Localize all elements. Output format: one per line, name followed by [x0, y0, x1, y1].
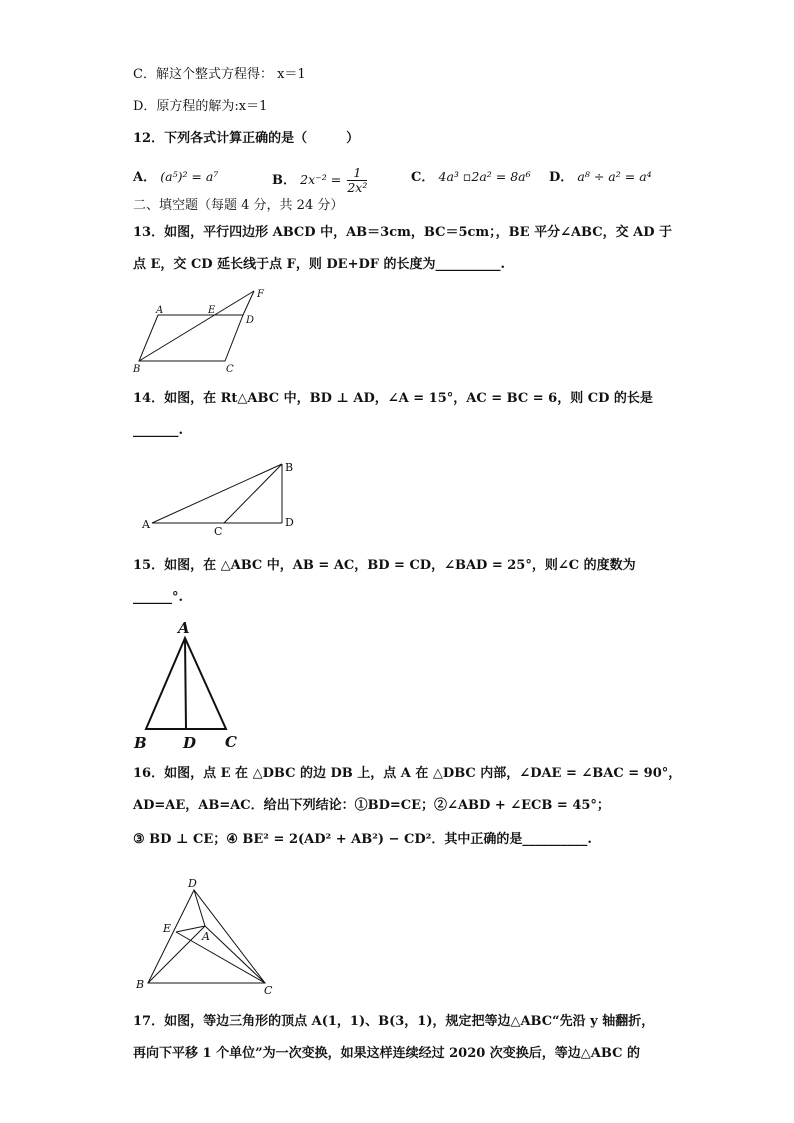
q16-line-da — [194, 890, 205, 926]
q12-option-c-label: C． — [411, 170, 435, 185]
q15-label-b: B — [134, 734, 147, 752]
q14-label-c: C — [214, 525, 223, 538]
q12-option-b — [272, 166, 367, 195]
q16-line-ac — [205, 926, 265, 983]
q12-option-a-label: A． — [133, 170, 157, 185]
q13-label-c: C — [226, 364, 234, 375]
q13-line-1: 13．如图，平行四边形 ABCD 中，AB＝3cm，BC＝5cm；，BE 平分∠ABC，交 AD 于 — [133, 225, 673, 240]
q16-label-b: B — [136, 978, 145, 991]
q15-label-a: A — [178, 619, 190, 637]
q12-option-d-label: D． — [549, 170, 574, 185]
q17-line-2: 再向下平移 1 个单位”为一次变换，如果这样连续经过 2020 次变换后，等边△ABC 的 — [133, 1046, 640, 1061]
q15-line-1: 15．如图，在 △ABC 中，AB = AC，BD = CD，∠BAD = 25°，则∠C 的度数为 — [133, 558, 636, 573]
q12-option-a-expr: (a⁵)² = a⁷ — [160, 169, 219, 184]
q12-option-b-lhs: 2x⁻² = — [300, 172, 342, 187]
q16-label-d: D — [188, 877, 197, 890]
q15-median-ad — [185, 638, 186, 729]
q16-line-2: AD=AE，AB=AC．给出下列结论：①BD=CE；②∠ABD + ∠ECB = 45°； — [133, 798, 610, 813]
q13-label-b: B — [133, 364, 141, 375]
q13-line-2: 点 E，交 CD 延长线于点 F，则 DE+DF 的长度为__________. — [133, 257, 506, 272]
q13-label-a: A — [156, 305, 164, 316]
q13-label-f: F — [257, 289, 264, 300]
q12-option-b-denominator: 2x² — [347, 180, 368, 195]
q12-option-b-numerator: 1 — [347, 166, 367, 181]
q12-option-d-expr: a⁸ ÷ a² = a⁴ — [577, 169, 652, 184]
q16-label-e: E — [163, 922, 172, 935]
q16-line-ba — [148, 926, 205, 983]
q14-label-d: D — [285, 516, 294, 529]
q16-line-ec — [176, 932, 265, 983]
q16-triangle-figure — [130, 874, 280, 999]
q14-line-1: 14．如图，在 Rt△ABC 中，BD ⊥ AD，∠A = 15°，AC = BC = 6，则 CD 的长是 — [133, 391, 653, 406]
q17-line-1: 17．如图，等边三角形的顶点 A(1，1)、B(3，1)，规定把等边△ABC“先沿 y 轴翻折， — [133, 1014, 655, 1029]
q13-label-d: D — [246, 315, 255, 326]
q12-option-b-label: B． — [272, 173, 296, 188]
q12-option-c — [411, 166, 531, 185]
q15-label-d: D — [183, 734, 197, 752]
q16-label-c: C — [264, 984, 273, 997]
q13-parallelogram — [139, 315, 243, 361]
q15-label-c: C — [225, 733, 237, 751]
q12-stem: 12．下列各式计算正确的是（ ） — [133, 131, 360, 146]
q13-bisector-bf — [139, 291, 254, 361]
q14-line-ab — [152, 464, 282, 523]
q16-line-3: ③ BD ⊥ CE；④ BE² = 2(AD² + AB²) − CD²．其中正确的是__________. — [133, 832, 592, 847]
q14-triangle-figure — [138, 456, 308, 540]
q16-line-1: 16．如图，点 E 在 △DBC 的边 DB 上，点 A 在 △DBC 内部，∠DAE = ∠BAC = 90°， — [133, 766, 682, 781]
q12-option-a — [133, 166, 218, 185]
q12-option-d — [549, 166, 652, 185]
q14-line-bc — [224, 464, 282, 523]
q14-label-b: B — [285, 461, 294, 474]
q15-isosceles-figure — [128, 616, 253, 754]
q13-parallelogram-figure — [128, 283, 278, 378]
q14-label-a: A — [142, 518, 150, 531]
q12-option-c-expr: 4a³ ▫2a² = 8a⁶ — [438, 169, 531, 184]
q15-line-2: ______°. — [133, 590, 184, 605]
section-heading: 二、填空题（每题 4 分，共 24 分） — [133, 198, 344, 213]
q12-option-b-fraction — [347, 166, 367, 195]
q14-line-2: _______. — [133, 423, 184, 438]
q11-option-c: C．解这个整式方程得： x＝1 — [133, 67, 306, 82]
q11-option-d: D．原方程的解为:x＝1 — [133, 99, 268, 114]
q16-label-a: A — [202, 930, 210, 943]
q13-label-e: E — [208, 305, 216, 316]
q16-line-ea — [176, 926, 205, 932]
